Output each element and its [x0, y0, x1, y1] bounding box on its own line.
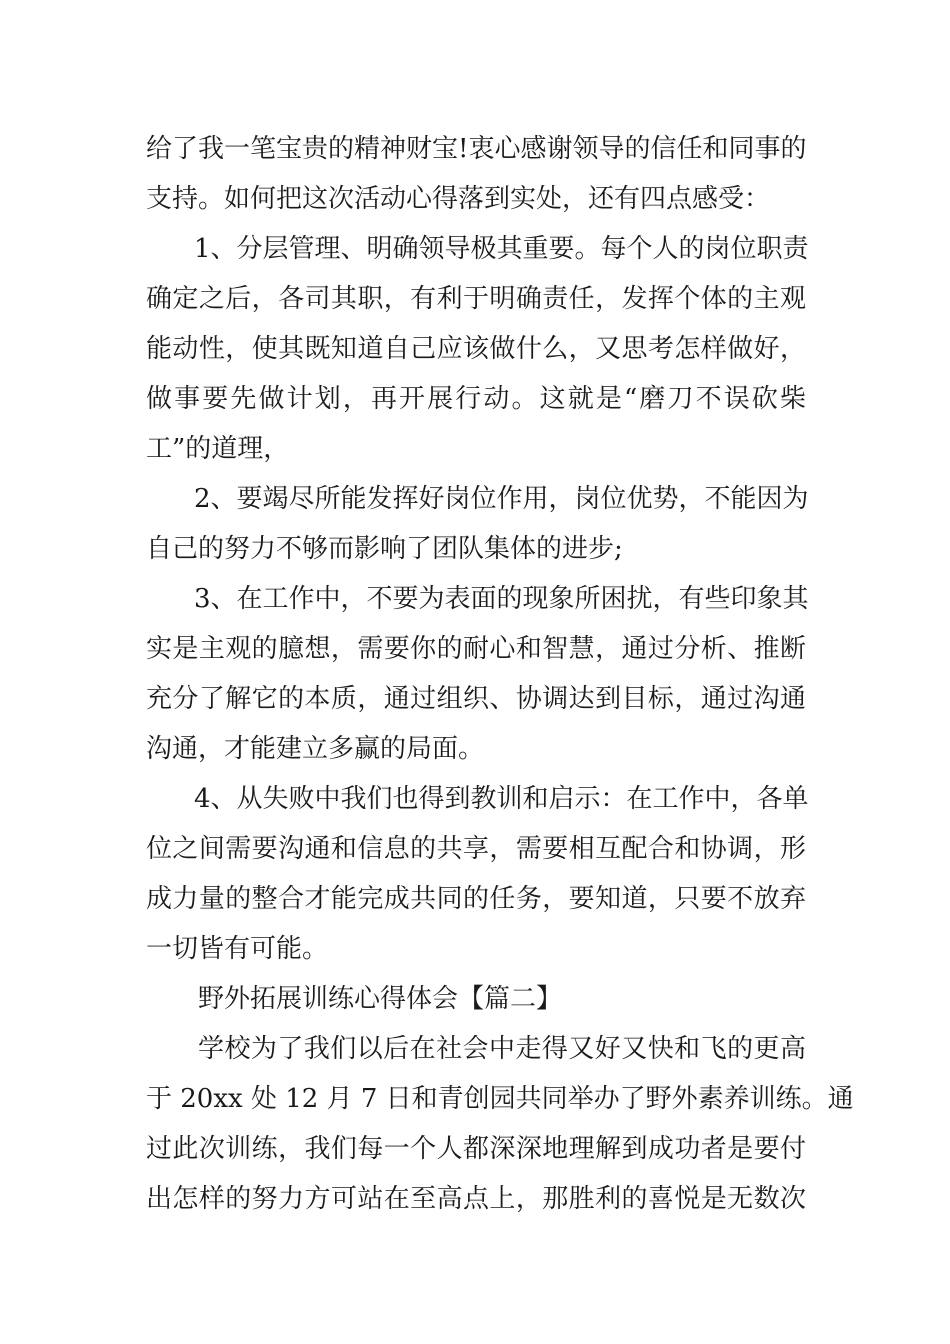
list-item-2-line: 2、要竭尽所能发挥好岗位作用，岗位优势，不能因为 [194, 484, 809, 514]
list-item-4-line: 4、从失败中我们也得到教训和启示：在工作中，各单 [194, 784, 809, 814]
text-line: 沟通，才能建立多赢的局面。 [146, 734, 485, 764]
text-line: 自己的努力不够而影响了团队集体的进步; [146, 534, 623, 564]
list-item-1-line: 1、分层管理、明确领导极其重要。每个人的岗位职责 [194, 234, 809, 264]
text-line: 于 20xx 处 12 月 7 日和青创园共同举办了野外素养训练。通 [146, 1084, 854, 1114]
text-line: 支持。如何把这次活动心得落到实处，还有四点感受： [146, 184, 771, 214]
text-line: 确定之后，各司其职，有利于明确责任，发挥个体的主观 [146, 284, 806, 314]
text-line: 充分了解它的本质，通过组织、协调达到目标，通过沟通 [146, 684, 806, 714]
text-line: 一切皆有可能。 [146, 934, 329, 964]
text-line: 给了我一笔宝贵的精神财宝!衷心感谢领导的信任和同事的 [146, 134, 807, 164]
text-line: 过此次训练，我们每一个人都深深地理解到成功者是要付 [146, 1134, 806, 1164]
text-line: 工”的道理， [146, 434, 290, 464]
list-item-3-line: 3、在工作中，不要为表面的现象所困扰，有些印象其 [194, 584, 809, 614]
text-line: 位之间需要沟通和信息的共享，需要相互配合和协调，形 [146, 834, 806, 864]
text-line: 出怎样的努力方可站在至高点上，那胜利的喜悦是无数次 [146, 1184, 806, 1214]
text-line: 能动性，使其既知道自己应该做什么，又思考怎样做好， [146, 334, 806, 364]
text-line: 做事要先做计划，再开展行动。这就是“磨刀不误砍柴 [146, 384, 806, 414]
text-line: 实是主观的臆想，需要你的耐心和智慧，通过分析、推断 [146, 634, 806, 664]
document-body [146, 124, 854, 1224]
text-line: 学校为了我们以后在社会中走得又好又快和飞的更高 [198, 1034, 806, 1064]
section-heading: 野外拓展训练心得体会【篇二】 [198, 984, 563, 1014]
text-line: 成力量的整合才能完成共同的任务，要知道，只要不放弃 [146, 884, 806, 914]
